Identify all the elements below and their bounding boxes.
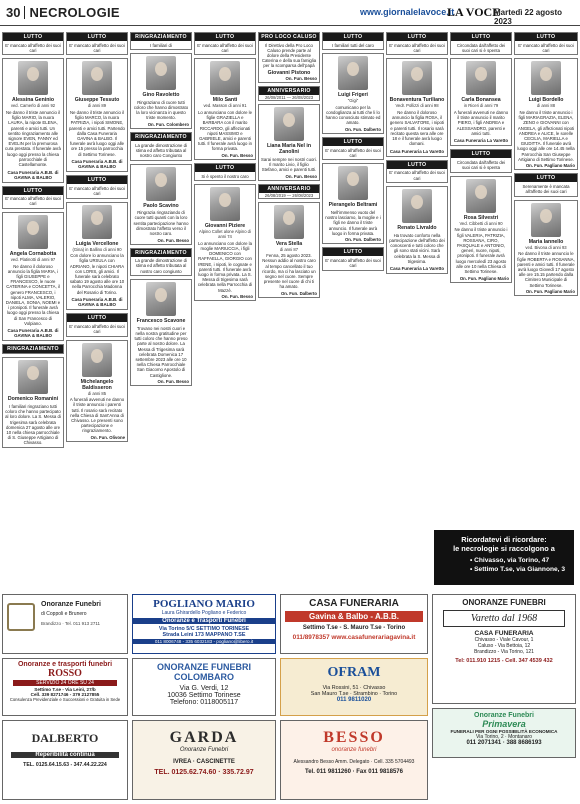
- ad-title: ONORANZE FUNEBRI: [462, 598, 546, 607]
- notice-header: [130, 32, 192, 50]
- notice-intro: Si è spento il nostro caro: [201, 173, 249, 179]
- ad-title: GARDA: [169, 729, 239, 746]
- thanks-notice: [130, 53, 192, 129]
- column-1: [2, 32, 64, 587]
- ad-besso[interactable]: [280, 720, 428, 800]
- notice-intro: Serenamente è mancata all'affetto dei suoi cari: [522, 183, 570, 195]
- notice-type: LUTTO: [3, 187, 63, 195]
- ad-contacts: Brandizzo · Tel. 011 913 2711: [41, 621, 101, 626]
- anniversary-dates: 26/08/2011 — 26/08/2023: [264, 95, 314, 101]
- funeral-home: Casa Funeraria La Varetto: [453, 138, 509, 144]
- deceased-name: Liana Maria Nel in Zanolini: [266, 143, 312, 156]
- info-address-chivasso: • Chivasso, via Torino, 47: [470, 557, 550, 564]
- ad-subtitle: Varetto dal 1968: [443, 610, 565, 627]
- column-6: [322, 32, 384, 587]
- deceased-photo: [531, 203, 561, 237]
- deceased-info: ved. Camerlo di anni 92: [10, 103, 56, 109]
- notice-header: [66, 175, 128, 198]
- notice-text: Ne danno il doloroso annuncio la figlia MARIA, i figli GIUSEPPE e FRANCESCO, le nuore CATERINA e CONCETTA, il genero FRANCESCO, i nipoti ALMA, VALERIO, DANIELA, SONIA, NOEMI e i pronipoti. Il funerale avrà luogo oggi presso la chiesa di San Francesco di Volpiano.: [5, 263, 61, 326]
- notice-type: LUTTO: [195, 33, 255, 41]
- notice-type: LUTTO: [387, 33, 447, 41]
- death-notice: [322, 53, 384, 134]
- ad-rosso[interactable]: [2, 658, 128, 716]
- notice-intro: Il Direttivo della Pro Loco Caluso prende parte al dolore della Presidente Caterina e della sua famiglia per la scomparsa dell'papà: [261, 42, 317, 69]
- notice-text: Sarai sempre nei nostri cuori. Il marito Livio, il figlio Stefano, amici e parenti tutti.: [261, 156, 317, 172]
- funeral-home: On. Fun. Dalberto: [280, 291, 317, 297]
- notice-header: [322, 32, 384, 50]
- funeral-home: On. Fun. Besso: [285, 76, 317, 82]
- notice-type: LUTTO: [67, 314, 127, 322]
- notice-type: RINGRAZIAMENTO: [3, 345, 63, 353]
- ad-phone: 011 9811020: [336, 697, 372, 703]
- column-3: [130, 32, 192, 587]
- notice-header: [386, 160, 448, 183]
- funeral-home: On. Fun. Besso: [285, 173, 317, 179]
- notice-text: A funerali avvenuti ne danno il triste annuncio i parenti tutti. Il rosario sarà recitato nella Chiesa di Sant'Anna di Chivasso. Le presenti sono partecipazione e ringraziamento.: [69, 397, 125, 434]
- notice-intro: E' mancato all'affetto dei suoi cari: [69, 185, 125, 196]
- notice-intro: E' mancato all'affetto dei suoi cari: [389, 42, 445, 53]
- notice-text: Ringrazia ringraziando di cuore tutti quanti con la loro sentita partecipazione hanno dimostrato l'affetto verso il nostro caro.: [133, 210, 189, 236]
- notice-header: [194, 163, 256, 181]
- deceased-photo: [146, 282, 176, 316]
- notice-header: [514, 32, 578, 55]
- deceased-photo: [210, 61, 240, 95]
- anniversary-dates: 26/08/2019 — 26/08/2023: [264, 192, 314, 198]
- deceased-photo: [82, 343, 112, 377]
- deceased-info: di anni 88: [536, 103, 556, 109]
- ad-line: Onoranze e Trasporti Funebri: [133, 618, 275, 624]
- ad-line: Cell. 339 8271746 - 379 2127855: [30, 692, 100, 697]
- collection-points-box: [434, 530, 574, 585]
- ad-dalberto[interactable]: [2, 720, 128, 800]
- deceased-name: Milo Santi: [212, 97, 238, 104]
- notice-type: LUTTO: [323, 248, 383, 256]
- ad-service: SERVIZIO 24 ORE SU 24: [13, 680, 117, 686]
- deceased-photo: [18, 61, 48, 95]
- ad-line: FUNERALI PER OGNI POSSIBILITÀ ECONOMICA: [450, 729, 558, 734]
- notice-intro: Circondata dall'affetto dei suoi cari si è spenta: [456, 42, 506, 53]
- notice-text: Ne danno il doloroso annuncio la figlia ROSA, il genero SALVATORE, i nipoti e parenti tutti. Il rosario sarà recitato questa sera alle ore 18 e il funerale avrà luogo domani.: [389, 109, 445, 147]
- ad-line: Alessandro Besso Amm. Delegato · Cell. 335 5704493: [293, 759, 415, 765]
- notice-intro: La grande dimostrazione di stima ed affetto tributata al nostro caro congiunto: [135, 258, 187, 274]
- deceased-photo: [402, 61, 432, 95]
- deceased-name: Rosa Silvestri: [463, 214, 499, 221]
- ad-phone: 011/8978357 www.casafunerariagavina.it: [292, 634, 416, 641]
- notice-type: LUTTO: [67, 33, 127, 41]
- death-notice: [514, 200, 578, 296]
- notice-header: [322, 137, 384, 160]
- notice-type: LUTTO: [67, 176, 127, 184]
- ad-line: IVREA · CASCINETTE: [173, 759, 235, 765]
- ad-ofram[interactable]: [280, 658, 428, 716]
- deceased-photo: [338, 56, 368, 90]
- column-5: [258, 32, 320, 587]
- deceased-name: Carla Bonansea: [461, 97, 501, 104]
- deceased-name: Paolo Scavino: [143, 202, 179, 209]
- ad-phone: TEL. 0125.64.15.63 - 347.44.22.224: [23, 762, 107, 768]
- death-notice: [2, 212, 64, 341]
- ad-colombaro[interactable]: [132, 658, 276, 716]
- notice-header: [194, 32, 256, 55]
- deceased-photo: [82, 61, 112, 95]
- issue-date: Martedì 22 agosto 2023: [494, 8, 563, 26]
- ad-pogliano-mario[interactable]: [132, 594, 276, 654]
- funeral-home: On. Fun. Besso: [157, 379, 189, 385]
- notice-text: I familiari ringraziano tutti coloro che hanno partecipato al loro dolore. La S. Messa di trigesima sarà celebrata domenica 27 agosto alle ore 10 nella chiesa parrocchiale di S. Giuseppe Artigiano di Chivasso.: [5, 403, 61, 446]
- notice-header: [2, 32, 64, 55]
- funeral-home: Casa Funeraria A.B.B. di GAVINA & BALBO: [71, 297, 123, 308]
- notice-type: LUTTO: [451, 33, 511, 41]
- thanks-notice: [130, 164, 192, 245]
- notice-intro: E' mancato all'affetto dei suoi cari: [197, 42, 253, 53]
- ad-title: DALBERTO: [31, 731, 99, 745]
- notice-header: [2, 186, 64, 209]
- death-notice: [194, 184, 256, 301]
- notice-type: LUTTO: [515, 33, 577, 41]
- funeral-home-logo: [7, 603, 35, 631]
- deceased-name: Giovanni Piziere: [204, 223, 246, 230]
- ad-primavera[interactable]: [432, 708, 576, 758]
- notice-type: LUTTO: [451, 150, 511, 158]
- ad-line: Settimo T.se - Via Leinì, 27/b: [34, 687, 96, 692]
- notice-intro: Circondata dall'affetto dei suoi cari si è spenta: [456, 159, 506, 171]
- ad-subtitle: di Coppoli e Brunero: [41, 611, 87, 617]
- funeral-home: On. Fun. Pagliano Mario: [525, 289, 575, 295]
- deceased-info: "Gigi": [347, 98, 359, 104]
- section-title: NECROLOGIE: [29, 5, 120, 20]
- thanks-notice: [2, 357, 64, 448]
- funeral-home: Casa Funeraria La Varetto: [389, 266, 445, 272]
- ad-line: Settimo T.se - S. Mauro T.se - Torino: [302, 625, 406, 631]
- notice-text: comunicano per la condoglianza ai tutti che li lo hanno conosciuto stimato ed amato.: [325, 104, 381, 126]
- ad-line: Consulenza Previdenziale e Successioni e Gratuita in Sede: [9, 697, 121, 702]
- funeral-home: Casa Funeraria La Varetto: [389, 148, 445, 154]
- death-notice: [66, 340, 128, 442]
- deceased-info: ved. Platinotti di anni 97: [10, 257, 56, 263]
- notice-text: Fenna, 25 agosto 2023. Nessun addio al nostro caro al tempo cancellato il tuo ricordo, ma ci ha lasciato un segno nel cuore. Sempre presente nel cuore di chi ti ha amato.: [262, 253, 316, 290]
- deceased-info: ved. Bivona di anni 93: [525, 244, 567, 250]
- ad-line: Via Rossini, 51 · Chivasso: [322, 685, 386, 691]
- notice-header: [2, 344, 64, 354]
- notice-intro: E' mancato all'affetto dei suoi cari: [69, 42, 125, 53]
- deceased-photo: [274, 205, 304, 239]
- deceased-name: Maria Iannello: [528, 238, 564, 245]
- deceased-photo: [82, 205, 112, 239]
- deceased-name: Gino Ravoletto: [142, 92, 180, 99]
- notice-text: Con dolore lo annunciano la figlia URSULA con ADRIANO, le nipoti CHIARA con LORIS, gli amici. Il funerale sarà celebrato sabato 19 agosto alle ore 10 nella Parrocchia Madonna del Rosario di Torino.: [69, 253, 125, 295]
- notice-header: [66, 32, 128, 55]
- funeral-home: On. Fun. Olivone: [90, 435, 125, 441]
- deceased-photo: [146, 167, 176, 201]
- notice-type: ANNIVERSARIO: [259, 185, 319, 193]
- column-4: [194, 32, 256, 587]
- ad-title: CASA FUNERARIA: [309, 598, 399, 609]
- notice-intro: E' mancato all'affetto dei suoi cari: [389, 170, 445, 181]
- notice-type: RINGRAZIAMENTO: [131, 133, 191, 141]
- ad-garda[interactable]: [132, 720, 276, 800]
- deceased-name: Luigi Bordello: [528, 97, 564, 104]
- notice-type: LUTTO: [515, 174, 577, 182]
- funeral-home: On. Fun. Besso: [221, 153, 253, 159]
- notice-text: Ringraziano di cuore tutti coloro che hanno dimostrato la loro vicinanza in questo triste momento.: [133, 99, 189, 121]
- ad-subtitle: COLOMBARO: [174, 672, 234, 682]
- death-notice: [2, 58, 64, 182]
- death-notice: [386, 58, 448, 156]
- anniversary-notice: [258, 104, 320, 181]
- death-notice: [386, 186, 448, 274]
- deceased-name: Vera Stella: [275, 240, 303, 247]
- notice-intro: E' mancato all'affetto dei suoi cari: [5, 42, 61, 53]
- page-header: [0, 0, 580, 26]
- column-2: [66, 32, 128, 587]
- ad-title: BESSO: [323, 729, 385, 746]
- column-8: [450, 32, 512, 527]
- deceased-photo: [146, 56, 176, 90]
- notice-header: [386, 32, 448, 55]
- notice-header: [322, 247, 384, 270]
- funeral-home: On. Fun. Dalberto: [344, 127, 381, 133]
- ad-phone: TEL. 0125.62.74.60 · 335.72.97: [154, 769, 254, 776]
- notice-header: [130, 132, 192, 161]
- notice-text: Lo annunciano con dolore le figlie GRAZIELLA e BARBARA con il marito RICCARDO, gli affezionati nipoti MASSIMO e GABRIELE, amici e parenti tutti. Il funerale avrà luogo in forma privata.: [198, 109, 252, 152]
- notice-text: Lo annunciano con dolore la moglie MARIUCCIA, i figli DOMENICO con RAFFAELLA, GIORGIO con IRENE, i nipoti, le cognate e parenti tutti. Il funerale avrà luogo in forma privata. La S. Messa di trigesima sarà celebrata nella Parrocchia di Mazzè.: [197, 240, 253, 293]
- deceased-name: Giuseppe Tessuto: [74, 97, 120, 104]
- notice-header: [130, 248, 192, 277]
- ad-casa-funeraria-gavina[interactable]: [280, 594, 428, 654]
- column-9: [514, 32, 578, 527]
- funeral-home: On. Fun. Pagliano Mario: [525, 163, 575, 169]
- funeral-home: Casa Funeraria A.B.B. di GAVINA & BALBO: [7, 169, 59, 180]
- deceased-info: (Gina) in Ballino di anni 90: [72, 246, 122, 252]
- website-link[interactable]: www.giornalelavoce.it: [360, 7, 455, 17]
- notice-intro: I familiari tutti del caro: [332, 42, 374, 48]
- info-title: Ricordatevi di ricordare:: [461, 535, 547, 544]
- info-subtitle: le necrologie si raccolgono a: [453, 544, 555, 553]
- death-notice: [450, 58, 512, 146]
- deceased-name: Renato Livraldo: [397, 225, 437, 232]
- deceased-name: Michelangelo Baldisseron: [80, 378, 114, 391]
- notice-intro: E' mancato all'affetto dei suoi cari: [325, 257, 381, 269]
- notice-intro: E' mancato all'affetto dei suoi cari: [69, 323, 125, 334]
- notice-intro: E' mancato all'affetto dei suoi cari: [325, 147, 381, 158]
- thanks-notice: [130, 279, 192, 386]
- deceased-info: di anni 89: [87, 103, 107, 109]
- deceased-info: di anni 85: [87, 390, 107, 396]
- ad-subtitle: Reperibilità continua: [11, 752, 119, 758]
- notice-header: [66, 313, 128, 336]
- info-address-settimo: • Settimo T.se, via Giannone, 3: [470, 566, 566, 573]
- ad-line: Chivasso - Viale Cavour, 1: [474, 637, 534, 643]
- funeral-home: On. Fun. Besso: [157, 237, 189, 243]
- page-number: 30: [6, 5, 21, 20]
- deceased-photo: [466, 179, 496, 213]
- death-notice: [66, 202, 128, 311]
- notice-type: LUTTO: [323, 33, 383, 41]
- deceased-photo: [338, 166, 368, 200]
- notice-text: Ha trovato conforto nella partecipazione dell'affetto dei conoscenti e tutti coloro che gli sono stati vicini. Sarà celebrata la S. Messa di trigesima.: [389, 232, 445, 264]
- ad-line: Brandizzo - Via Torino, 121: [474, 649, 534, 655]
- funeral-home: On. Fun. Besso: [221, 294, 253, 300]
- notice-intro: La grande dimostrazione di stima ed affetto tributata al nostro caro Congiunto: [135, 142, 187, 158]
- notice-type: ANNIVERSARIO: [259, 87, 319, 95]
- funeral-home: On. Fun. Pagliano Mario: [459, 275, 509, 281]
- funeral-home: On. Fun. Dalberto: [344, 237, 381, 243]
- funeral-home: Casa Funeraria A.B.B. di GAVINA & BALBO: [71, 159, 123, 170]
- deceased-photo: [402, 189, 432, 223]
- ad-line: San Mauro T.se · Strambino · Torino: [310, 691, 398, 697]
- deceased-name: Alessina Geninio: [11, 97, 55, 104]
- notice-text: Ne danno il triste annuncio i figli VALERIA, PATRIZIA, ROSSANA, CIRO, PASQUALE e ANTONIO, generi, nuore, nipoti, pronipoti. Il funerale avrà luogo mercoledì 23 agosto alle ore 10 nella Chiesa di Settimo Torinese.: [454, 227, 508, 274]
- deceased-info: in Riceri di anni 79: [463, 103, 499, 109]
- notice-type: LUTTO: [195, 164, 255, 172]
- deceased-name: Domenico Romanini: [7, 396, 59, 403]
- ad-title: Onoranze Funebri: [474, 712, 534, 719]
- death-notice: [322, 163, 384, 244]
- deceased-photo: [274, 107, 304, 141]
- ad-title: ONORANZE FUNEBRI: [157, 662, 251, 672]
- ad-subtitle: onoranze funebri: [331, 747, 377, 753]
- deceased-name: Francesco Scavone: [136, 318, 186, 325]
- notice-text: Ne danno il triste annuncio le figlie ROBERTA e ROSANNA, parenti e amici tutti. Il funerale avrà luogo Giovedì 17 agosto alle ore 15.15 partendo dalla Cimitero Municipale di Settimo Torinese.: [517, 251, 575, 288]
- ad-phone: Tel: 011.910 1215 - Cell. 347 4539 432: [455, 658, 553, 664]
- ad-phone: Telefono: 0118005117: [169, 699, 239, 706]
- ad-line: Caluso - Via Bettoia, 12: [477, 643, 531, 649]
- deceased-name: Luigia Vercellone: [75, 240, 119, 247]
- ad-phone: 011 2071341 · 388 8686193: [466, 740, 542, 746]
- notice-header: [514, 173, 578, 196]
- notice-type: PRO LOCO CALUSO: [259, 33, 319, 41]
- ad-line: Via Torino 5/C SETTIMO TORINESE: [158, 626, 250, 632]
- ad-line: Strada Leinì 173 MAPPANO T.SE: [162, 632, 246, 638]
- ad-line: Via G. Verdi, 12: [179, 685, 229, 692]
- deceased-name: Pierangelo Beltrami: [328, 202, 378, 209]
- death-notice: [514, 58, 578, 170]
- death-notice: [66, 58, 128, 172]
- ad-line: CASA FUNERARIA: [474, 630, 534, 637]
- ad-brand: ROSSO: [48, 668, 82, 679]
- ad-varetto[interactable]: [432, 594, 576, 704]
- notice-intro: E' mancato all'affetto dei suoi cari: [518, 42, 574, 53]
- ad-subtitle: Onoranze Funebri: [179, 747, 229, 753]
- ad-title: OFRAM: [327, 665, 381, 680]
- notice-type: RINGRAZIAMENTO: [131, 249, 191, 257]
- ad-subtitle: Laura Ghirardello Pogliano e Federico: [161, 610, 247, 616]
- header-divider: [24, 6, 25, 19]
- notice-text: Ne danno il triste annuncio il figlio MARIO, la nuora LAURA, la nipote ELENA, parenti e amici tutti. Un sentito ringraziamento alle signore EVEN, FANNY ed EVELIN per la premurosa cura prestata. Il funerale avrà luogo oggi presso la chiesa parrocchiale di Castellamonte.: [5, 109, 61, 167]
- newspaper-logo: LA VOCE: [447, 5, 501, 19]
- notice-text: Nell'immenso vuoto del nostro lasciamo, la moglie e i figli ne danno il triste annuncio. Il funerale avrà luogo in forma privata.: [325, 209, 381, 236]
- ad-phone: Tel. 011 9811260 · Fax 011 9818576: [305, 769, 403, 775]
- deceased-photo: [531, 61, 561, 95]
- notice-text: Trovano nei nostri cuori e nella nostra gratitudine per tutti coloro che hanno preso parte al nostro dolore. La Messa di Trigesima sarà celebrata Domenica 17 settembre 2023 alle ore 10 nella Chiesa Parrocchiale San Giacomo Apostolo di Castiglione.: [134, 325, 188, 378]
- notice-text: A funerali avvenuti ne danno il triste annuncio il marito PIERO, i figli ANDREA e ALESSANDRO, parenti e amici tutti.: [453, 109, 509, 136]
- ad-title: POGLIANO MARIO: [153, 598, 255, 610]
- ad-title: Onoranze e trasporti funebri: [17, 661, 113, 668]
- notice-text: Ne danno il triste annuncio i figli MARIAGRAZIA, ELENA, ZENO e GIOVANNI con ANGELA, gli affezionati nipoti ANDREA e ALICE, le sorelle CECILIA, MARIELLA e GIUDITTA. Il funerale avrà luogo oggi alle ore 14.45 nella Parrocchia San Giuseppe Artigiano di Settimo Torinese.: [517, 109, 575, 162]
- notice-header: [258, 184, 320, 199]
- notice-text: Ne danno il triste annuncio il figlio MARCO, la nuora PATRIZIA, i nipoti SIMONE, parenti e amici tutti. Partendo dalla Casa Funeraria GAVINA & BALBO. Il funerale avrà luogo oggi alle ore 15 presso la parrocchia di Settimo Torinese.: [69, 109, 125, 157]
- ad-title: Onoranze Funebri: [41, 601, 101, 608]
- notice-header: [258, 32, 320, 83]
- notice-header: [450, 149, 512, 172]
- notice-type: RINGRAZIAMENTO: [131, 33, 191, 41]
- death-notice: [194, 58, 256, 160]
- anniversary-notice: [258, 202, 320, 298]
- ad-subtitle: Gavina & Balbo - A.B.B.: [285, 611, 423, 622]
- deceased-photo: [18, 215, 48, 249]
- deceased-name: Luigi Frigeri: [338, 92, 368, 99]
- deceased-photo: [18, 360, 48, 394]
- funeral-home: On. Fun. Colombero: [147, 122, 189, 128]
- deceased-info: Vedr. Pollizzi di anni 98: [395, 103, 439, 109]
- ad-subtitle: Primavera: [482, 719, 526, 729]
- notice-type: LUTTO: [387, 161, 447, 169]
- ad-onoranze-funebri[interactable]: [2, 594, 128, 654]
- column-7: [386, 32, 448, 587]
- notice-type: LUTTO: [3, 33, 63, 41]
- deceased-info: Ved. Cibbetti di anni 90: [459, 220, 503, 226]
- ad-line: Via Torino, 2 · Montanaro: [476, 734, 532, 740]
- notice-header: [450, 32, 512, 55]
- ad-line: 10036 Settimo Torinese: [167, 692, 241, 699]
- deceased-info: Alpino Collet alone Alpino di anni 74: [199, 229, 251, 240]
- notice-type: LUTTO: [323, 138, 383, 146]
- ad-phone: 011 8006748 - 335 6032183 - pogliano@libero.it: [133, 639, 275, 644]
- funeral-home: Casa Funeraria A.B.B. di GAVINA & BALBO: [7, 328, 59, 339]
- death-notice: [450, 176, 512, 283]
- notice-intro: I familiari di: [150, 42, 172, 48]
- notice-intro: E' mancato all'affetto dei suoi cari: [5, 196, 61, 207]
- notice-header: [258, 86, 320, 101]
- deceased-name: Giovanni Pistono: [267, 70, 311, 77]
- deceased-info: di anni 87: [279, 246, 299, 252]
- deceased-name: Bonaventura Turiliano: [389, 97, 445, 104]
- deceased-photo: [210, 187, 240, 221]
- deceased-photo: [466, 61, 496, 95]
- deceased-info: ved. Masson di anni 91: [203, 103, 247, 109]
- deceased-name: Angela Cornabotta: [9, 251, 57, 258]
